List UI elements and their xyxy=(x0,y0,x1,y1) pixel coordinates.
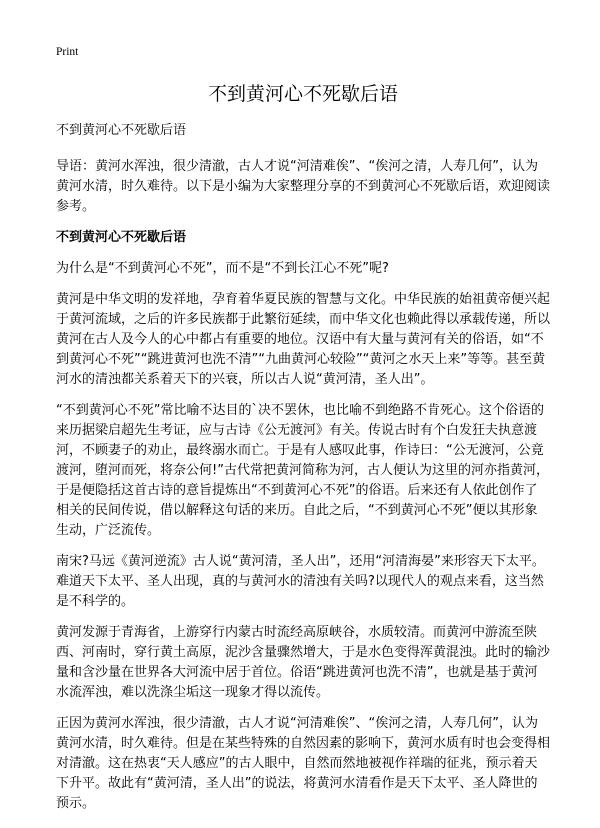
body-paragraph: 正因为黄河水浑浊，很少清澈，古人才说“河清难俟”、“俟河之清，人寿几何”，认为黄河水清，时久难待。但是在某些特殊的自然因素的影响下，黄河水质有时也会变得相对清澈。这在热衷“天人感应”的古人眼中，自然而然地被视作祥瑞的征兆，预示着天下升平。故此有“黄河清，圣人出”的说法，将黄河水清看作是天下太平、圣人降世的预示。 xyxy=(56,716,551,811)
print-link[interactable]: Print xyxy=(56,46,79,58)
intro-paragraph: 导语：黄河水浑浊，很少清澈，古人才说“河清难俟”、“俟河之清，人寿几何”，认为黄河水清，时久难待。以下是小编为大家整理分享的不到黄河心不死歇后语，欢迎阅读参考。 xyxy=(56,159,551,214)
body-paragraph: 为什么是“不到黄河心不死”，而不是“不到长江心不死”呢? xyxy=(56,261,389,276)
body-paragraph: 南宋?马远《黄河逆流》古人说“黄河清，圣人出”，还用“河清海晏”来形容天下太平。难道天下太平、圣人出现，真的与黄河水的清浊有关吗?以现代人的观点来看，这当然是不科学的。 xyxy=(56,554,545,609)
body-paragraph: 黄河发源于青海省，上游穿行内蒙古时流经高原峡谷，水质较清。而黄河中游流至陕西、河南时，穿行黄土高原，泥沙含量骤然增大，于是水色变得浑黄混浊。此时的输沙量和含沙量在世界各大河流中居于首位。俗语“跳进黄河也洗不清”，也就是基于黄河水流浑浊，难以洗涤尘垢这一现象才得以流传。 xyxy=(56,625,551,700)
page-title: 不到黄河心不死歇后语 xyxy=(207,83,398,105)
article-subtitle: 不到黄河心不死歇后语 xyxy=(56,123,187,138)
body-paragraph: 黄河是中华文明的发祥地，孕育着华夏民族的智慧与文化。中华民族的始祖黄帝便兴起于黄河流域，之后的许多民族都于此繁衍延续，而中华文化也赖此得以承载传递，所以黄河在古人及今人的心中都占有重要的地位。汉语中有大量与黄河有关的俗语，如“不到黄河心不死”“跳进黄河也洗不清”“九曲黄河心较险”“黄河之水天上来”等等。甚至黄河水的清浊都关系着天下的兴衰，所以古人说“黄河清，圣人出”。 xyxy=(56,292,551,387)
body-paragraph: “不到黄河心不死”常比喻不达目的`决不罢休，也比喻不到绝路不肯死心。这个俗语的来历据梁启超先生考证，应与古诗《公无渡河》有关。传说古时有个白发狂夫执意渡河，不顾妻子的劝止，最终溺水而亡。于是有人感叹此事，作诗曰：“公无渡河，公竟渡河，堕河而死，将奈公何!”古代常把黄河简称为河，古人便认为这里的河亦指黄河，于是便隐括这首古诗的意旨提炼出“不到黄河心不死”的俗语。后来还有人依此创作了相关的民间传说，借以解释这句话的来历。自此之后，“不到黄河心不死”便以其形象生动，广泛流传。 xyxy=(56,403,549,538)
article xyxy=(56,82,550,825)
section-heading: 不到黄河心不死歇后语 xyxy=(56,230,187,245)
